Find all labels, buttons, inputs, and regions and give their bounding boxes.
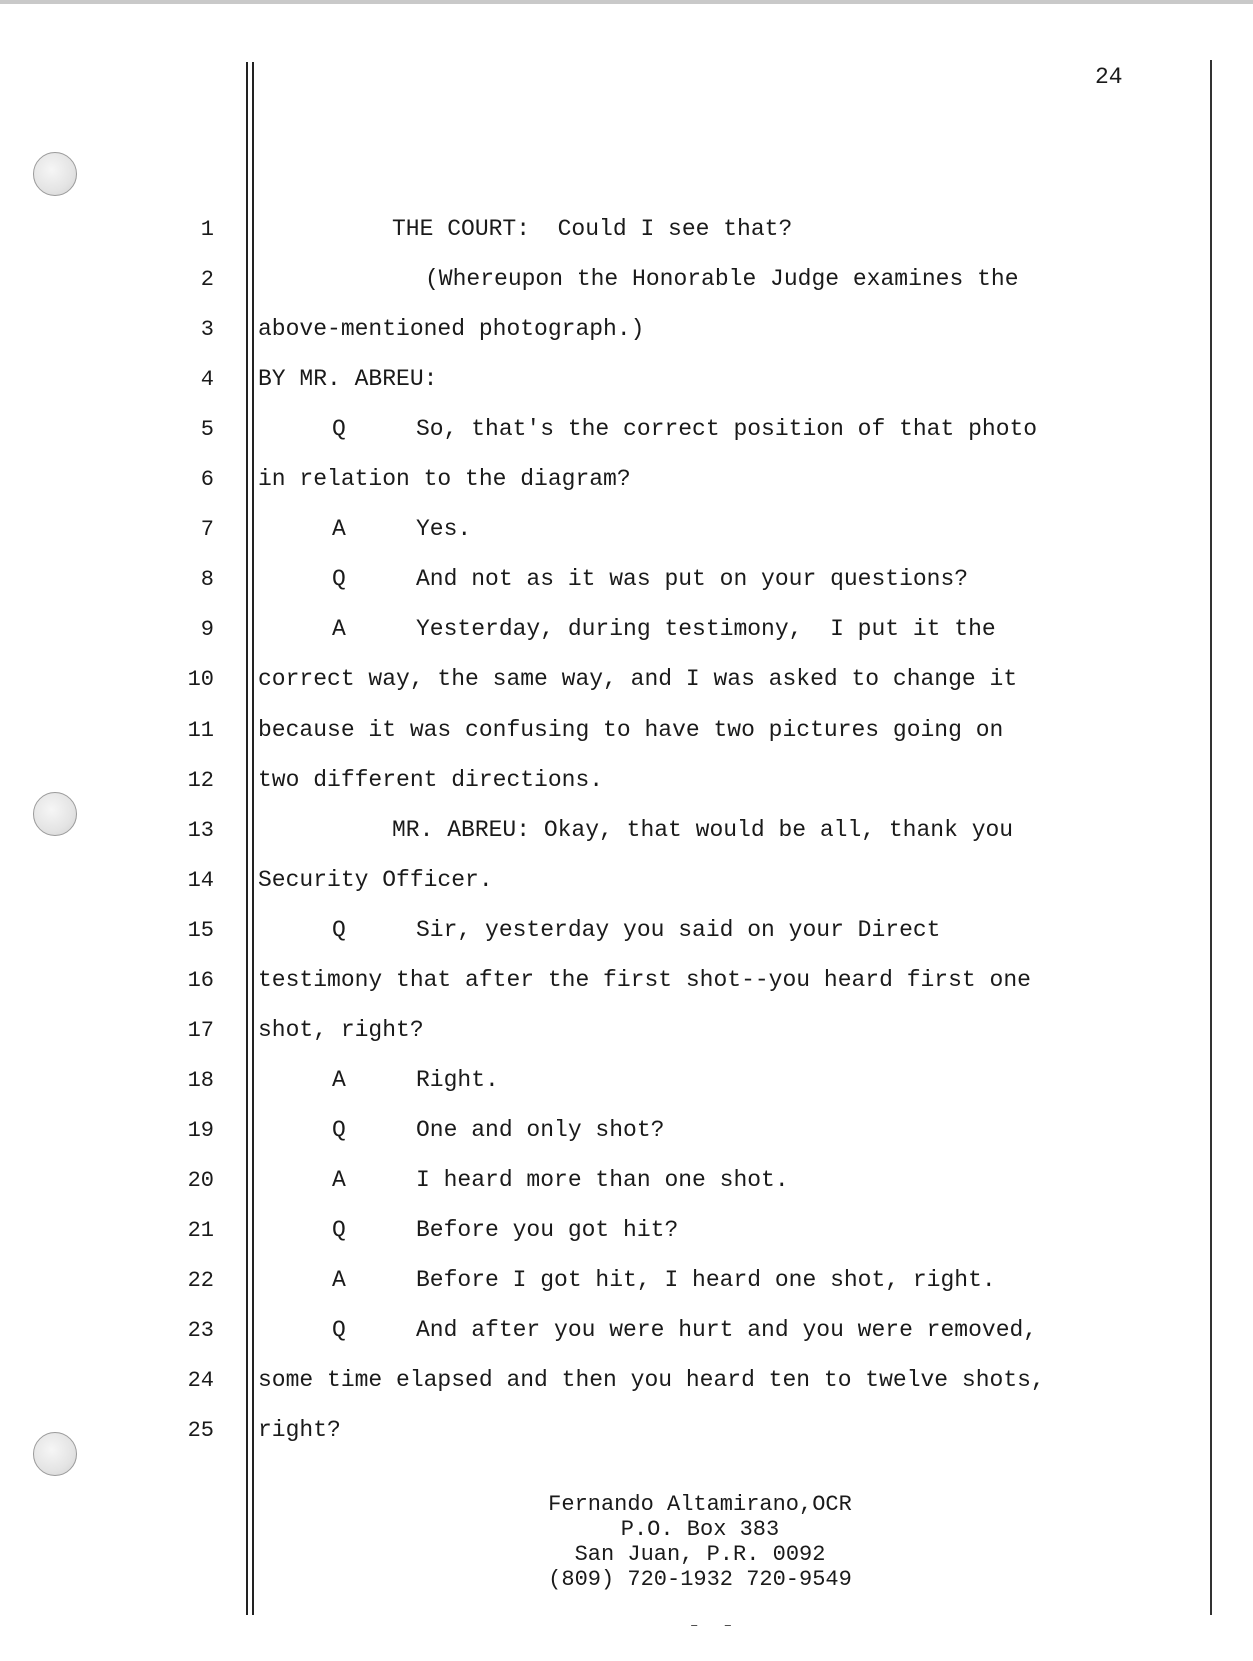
line-text: Sir, yesterday you said on your Direct bbox=[416, 917, 941, 943]
line-number: 13 bbox=[187, 818, 214, 843]
line-text: Right. bbox=[416, 1067, 499, 1093]
line-number: 23 bbox=[187, 1318, 214, 1343]
transcript-line bbox=[258, 316, 644, 342]
speaker-tag: Q bbox=[332, 416, 346, 442]
reporter-footer bbox=[400, 1492, 1000, 1592]
transcript-line bbox=[392, 817, 1013, 843]
line-text: right? bbox=[258, 1417, 341, 1443]
transcript-line bbox=[258, 867, 493, 893]
reporter-address: P.O. Box 383 bbox=[620, 1517, 780, 1542]
binder-hole-middle bbox=[33, 792, 77, 836]
line-text: Security Officer. bbox=[258, 867, 493, 893]
transcript-line bbox=[332, 917, 941, 943]
binder-hole-bottom bbox=[33, 1432, 77, 1476]
line-text: shot, right? bbox=[258, 1017, 424, 1043]
transcript-line bbox=[332, 1067, 499, 1093]
line-number: 16 bbox=[187, 968, 214, 993]
line-text: some time elapsed and then you heard ten to twelve shots, bbox=[258, 1367, 1045, 1393]
speaker-tag: Q bbox=[332, 1217, 346, 1243]
line-number: 17 bbox=[187, 1018, 214, 1043]
line-text: MR. ABREU: Okay, that would be all, thank you bbox=[392, 817, 1014, 843]
page-number: 24 bbox=[1095, 64, 1123, 90]
transcript-line bbox=[332, 616, 996, 642]
transcript-line bbox=[332, 416, 1037, 442]
transcript-line bbox=[332, 566, 968, 592]
transcript-line bbox=[258, 967, 1031, 993]
line-number: 9 bbox=[200, 617, 214, 642]
line-text: two different directions. bbox=[258, 767, 604, 793]
line-text: because it was confusing to have two pictures going on bbox=[258, 717, 1004, 743]
binder-hole-top bbox=[33, 152, 77, 196]
transcript-line bbox=[425, 266, 1019, 292]
line-text: One and only shot? bbox=[416, 1117, 665, 1143]
line-text: I heard more than one shot. bbox=[416, 1167, 789, 1193]
transcript-line bbox=[332, 1317, 1037, 1343]
line-text: Before you got hit? bbox=[416, 1217, 679, 1243]
right-margin-rule bbox=[1210, 60, 1212, 1615]
line-text: And after you were hurt and you were removed, bbox=[416, 1317, 1038, 1343]
line-number: 21 bbox=[187, 1218, 214, 1243]
line-text: So, that's the correct position of that photo bbox=[416, 416, 1038, 442]
reporter-city: San Juan, P.R. 0092 bbox=[574, 1542, 826, 1567]
line-text: correct way, the same way, and I was asked to change it bbox=[258, 666, 1018, 692]
transcript-line bbox=[258, 1017, 424, 1043]
line-number: 20 bbox=[187, 1168, 214, 1193]
transcript-line bbox=[332, 1217, 678, 1243]
line-number: 24 bbox=[187, 1368, 214, 1393]
line-text: in relation to the diagram? bbox=[258, 466, 631, 492]
left-margin-rule-inner bbox=[252, 62, 254, 1615]
line-number: 15 bbox=[187, 918, 214, 943]
line-text: Yesterday, during testimony, I put it the bbox=[416, 616, 996, 642]
line-number: 19 bbox=[187, 1118, 214, 1143]
line-number: 8 bbox=[200, 567, 214, 592]
speaker-tag: A bbox=[332, 1267, 346, 1293]
line-text: Before I got hit, I heard one shot, right. bbox=[416, 1267, 996, 1293]
speaker-tag: A bbox=[332, 516, 346, 542]
transcript-line bbox=[332, 516, 471, 542]
speaker-tag: A bbox=[332, 616, 346, 642]
line-text: (Whereupon the Honorable Judge examines the bbox=[425, 266, 1019, 292]
line-number: 1 bbox=[200, 217, 214, 242]
line-number: 14 bbox=[187, 868, 214, 893]
scan-specks: ‒ ‒ bbox=[690, 1618, 733, 1634]
line-number: 6 bbox=[200, 467, 214, 492]
line-number: 3 bbox=[200, 317, 214, 342]
line-number: 10 bbox=[187, 667, 214, 692]
transcript-line bbox=[258, 366, 437, 392]
line-number: 12 bbox=[187, 768, 214, 793]
line-text: above-mentioned photograph.) bbox=[258, 316, 645, 342]
page-top-edge bbox=[0, 0, 1253, 4]
transcript-line bbox=[392, 216, 792, 242]
line-number: 2 bbox=[200, 267, 214, 292]
line-number: 7 bbox=[200, 517, 214, 542]
reporter-name: Fernando Altamirano,OCR bbox=[548, 1492, 852, 1517]
speaker-tag: Q bbox=[332, 566, 346, 592]
reporter-phones: (809) 720-1932 720-9549 bbox=[548, 1567, 852, 1592]
speaker-tag: A bbox=[332, 1167, 346, 1193]
transcript-line bbox=[258, 466, 631, 492]
transcript-line bbox=[258, 1367, 1045, 1393]
transcript-line bbox=[258, 1417, 341, 1443]
line-text: testimony that after the first shot--you heard first one bbox=[258, 967, 1031, 993]
line-number: 22 bbox=[187, 1268, 214, 1293]
transcript-line bbox=[258, 717, 1003, 743]
line-text: BY MR. ABREU: bbox=[258, 366, 438, 392]
transcript-line bbox=[332, 1167, 789, 1193]
line-number: 5 bbox=[200, 417, 214, 442]
line-text: Yes. bbox=[416, 516, 472, 542]
line-number: 25 bbox=[187, 1418, 214, 1443]
transcript-line bbox=[332, 1267, 996, 1293]
line-text: And not as it was put on your questions? bbox=[416, 566, 969, 592]
line-number: 11 bbox=[187, 718, 214, 743]
transcript-line bbox=[258, 767, 603, 793]
transcript-line bbox=[258, 666, 1017, 692]
transcript-line bbox=[332, 1117, 664, 1143]
line-text: THE COURT: Could I see that? bbox=[392, 216, 793, 242]
line-number: 4 bbox=[200, 367, 214, 392]
left-margin-rule-outer bbox=[246, 62, 248, 1615]
speaker-tag: Q bbox=[332, 1317, 346, 1343]
speaker-tag: Q bbox=[332, 1117, 346, 1143]
line-number: 18 bbox=[187, 1068, 214, 1093]
speaker-tag: Q bbox=[332, 917, 346, 943]
speaker-tag: A bbox=[332, 1067, 346, 1093]
